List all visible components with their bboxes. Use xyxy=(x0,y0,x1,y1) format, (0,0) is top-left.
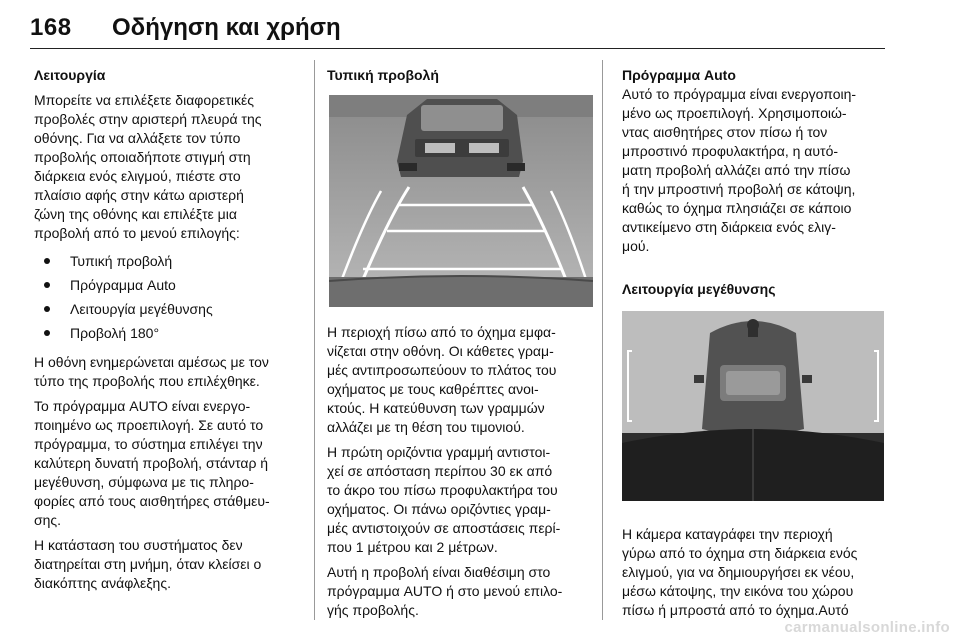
zoom-mode-heading: Λειτουργία μεγέθυνσης xyxy=(622,281,776,297)
watermark: carmanualsonline.info xyxy=(784,619,950,636)
bullet-icon xyxy=(44,330,50,336)
camera-capture-paragraph: Η κάμερα καταγράφει την περιοχή γύρω από το όχημα στη διάρκεια ενός ελιγμού, για να δημιουργήσει εκ νέου, μέσω κάτοψης, την εικόνα του χώρου πίσω ή μπροστά από το όχημα.Αυτό xyxy=(622,526,858,618)
header-rule xyxy=(30,48,885,49)
availability-paragraph: Αυτή η προβολή είναι διαθέσιμη στο πρόγραμμα AUTO ή στο μενού επιλο- γής προβολής. xyxy=(327,564,563,618)
section-title: Οδήγηση και χρήση xyxy=(112,14,341,41)
page-number: 168 xyxy=(30,14,72,41)
rear-area-paragraph: Η περιοχή πίσω από το όχημα εμφα- νίζεται στην οθόνη. Οι κάθετες γραμ- μές αντιπροσωπεύουν το πλάτος του οχήματος με τους καθρέπτες ανοι- κτούς. Η κατεύθυνση των γραμμών αλλάζει με τη θέση του τιμονιού. xyxy=(327,324,557,435)
vehicle-top-icon xyxy=(694,321,812,436)
column-1 xyxy=(34,66,306,599)
column-2 xyxy=(327,66,595,626)
column-divider-2 xyxy=(602,60,603,620)
list-item-label: Πρόγραμμα Auto xyxy=(70,277,176,293)
list-item xyxy=(34,321,306,345)
operation-heading: Λειτουργία xyxy=(34,67,106,83)
bullet-icon xyxy=(44,282,50,288)
auto-program-paragraph: Αυτό το πρόγραμμα είναι ενεργοποιη- μένο ως προεπιλογή. Χρησιμοποιώ- ντας αισθητήρες στον πίσω ή τον μπροστινό προφυλακτήρα, η αυτό- ματη προβολή αλλάζει από την πίσω ή την μπροστινή προβολή σε κάτοψη, καθώς το όχημα πλησιάζει σε κάποιο αντικείμενο στη διάρκεια ενός ελιγ- μού. xyxy=(622,86,857,254)
intro-paragraph: Μπορείτε να επιλέξετε διαφορετικές προβολές στην αριστερή πλευρά της οθόνης. Για να αλλάξετε τον τύπο προβολής οποιαδήποτε στιγμή στη διάρκεια ενός ελιγμού, πιέστε στο πλαίσιο αφής στην κάτω αριστερή ζώνη της οθόνης και επιλέξτε μια προβολή από το μενού επιλογής: xyxy=(34,92,262,241)
bullet-icon xyxy=(44,306,50,312)
distance-lines-paragraph: Η πρώτη οριζόντια γραμμή αντιστοι- χεί σε απόσταση περίπου 30 εκ από το άκρο του πίσω προφυλακτήρα του οχήματος. Οι πάνω οριζόντιες γραμ- μές αντιστοιχούν σε αποστάσεις περί- που 1 μέτρου και 2 μέτρων. xyxy=(327,444,561,555)
top-down-view-illustration xyxy=(622,311,884,501)
auto-default-paragraph: Το πρόγραμμα AUTO είναι ενεργο- ποιημένο ως προεπιλογή. Σε αυτό το πρόγραμμα, το σύστημα επιλέγει την καλύτερη δυνατή προβολή, στάνταρ ή μεγέθυνση, σύμφωνα με τις πληρο- φορίες από τους αισθητήρες στάθμευ- σης. xyxy=(34,398,270,528)
view-options-list xyxy=(34,249,306,345)
column-divider-1 xyxy=(314,60,315,620)
list-item-label: Τυπική προβολή xyxy=(70,253,173,269)
list-item xyxy=(34,249,306,273)
list-item-label: Λειτουργία μεγέθυνσης xyxy=(70,301,213,317)
bullet-icon xyxy=(44,258,50,264)
rear-camera-illustration xyxy=(329,95,593,307)
car-ahead-icon xyxy=(397,99,525,177)
memory-paragraph: Η κατάσταση του συστήματος δεν διατηρείται στη μνήμη, όταν κλείσει ο διακόπτης ανάφλεξης. xyxy=(34,537,262,591)
screen-update-paragraph: Η οθόνη ενημερώνεται αμέσως με τον τύπο της προβολής που επιλέχθηκε. xyxy=(34,354,269,389)
standard-view-heading: Τυπική προβολή xyxy=(327,67,439,83)
auto-program-heading: Πρόγραμμα Auto xyxy=(622,67,736,83)
obstacle-icon xyxy=(747,319,759,337)
list-item xyxy=(34,297,306,321)
rear-bumper-view xyxy=(329,277,593,307)
list-item-label: Προβολή 180° xyxy=(70,325,160,341)
list-item xyxy=(34,273,306,297)
column-3 xyxy=(622,66,892,626)
